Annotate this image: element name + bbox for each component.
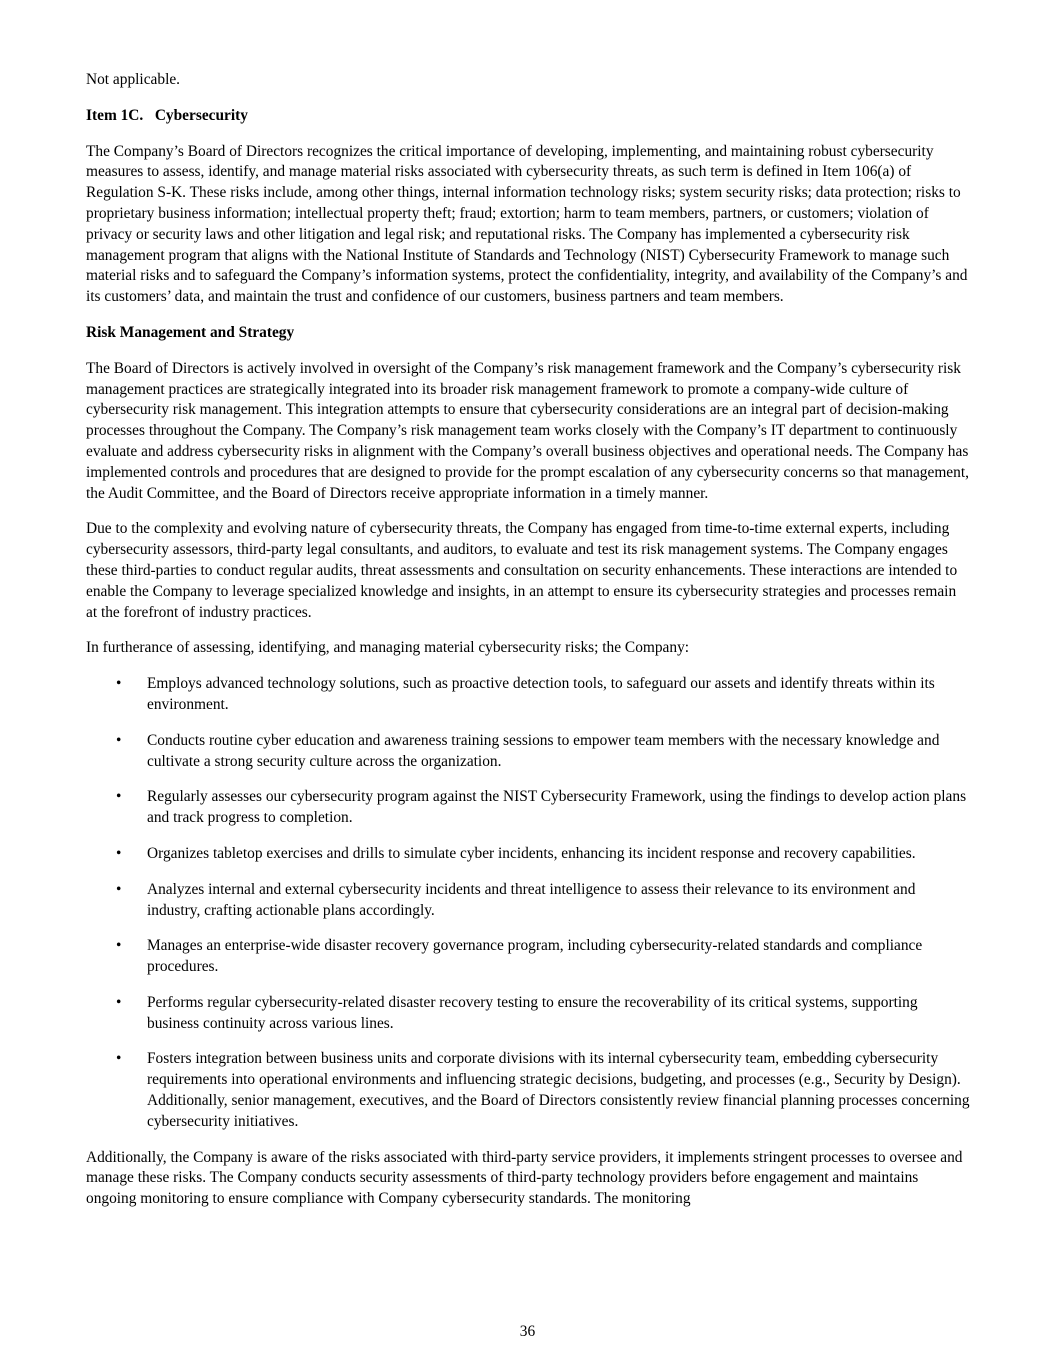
- page-number: 36: [519, 1323, 536, 1340]
- list-item: [86, 731, 971, 773]
- list-item: [86, 674, 971, 716]
- paragraph-third-party: Additionally, the Company is aware of the risks associated with third-party service providers, it implements stringent processes to oversee and manage these risks. The Company conducts security assessments of third-party technology providers before engagement and maintains ongoing monitoring to ensure compliance with Company cybersecurity standards. The monitoring: [86, 1148, 963, 1208]
- list-item-text: Organizes tabletop exercises and drills to simulate cyber incidents, enhancing its incident response and recovery capabilities.: [147, 844, 916, 862]
- item-heading: Item 1C. Cybersecurity: [86, 106, 248, 124]
- list-item-text: Analyzes internal and external cybersecurity incidents and threat intelligence to assess their relevance to its environment and industry, crafting actionable plans accordingly.: [147, 880, 916, 919]
- intro-text: Not applicable.: [86, 71, 181, 88]
- bullet-list: [86, 674, 971, 1133]
- bullet-icon: •: [116, 1050, 122, 1068]
- list-item: [86, 787, 971, 829]
- risk-management-heading: Risk Management and Strategy: [86, 323, 295, 341]
- paragraph-external-experts: Due to the complexity and evolving nature of cybersecurity threats, the Company has engaged from time-to-time external experts, including cybersecurity assessors, third-party legal consultants, and auditors, to evaluate and test its risk management systems. The Company engages these third-parties to conduct regular audits, threat assessments and consultation on security enhancements. These interactions are intended to enable the Company to leverage specialized knowledge and insights, in an attempt to ensure its cybersecurity strategies and processes remain at the forefront of industry practices.: [86, 520, 958, 621]
- list-item: [86, 993, 971, 1035]
- list-item-text: Fosters integration between business units and corporate divisions with its internal cybersecurity team, embedding cybersecurity requirements into operational environments and influencing strategic decisions, budgeting, and processes (e.g., Security by Design). Additionally, senior management, executives, and the Board of Directors consistently review financial planning processes concerning cybersecurity initiatives.: [147, 1050, 970, 1130]
- list-item-text: Performs regular cybersecurity-related disaster recovery testing to ensure the recoverability of its critical systems, supporting business continuity across various lines.: [147, 993, 918, 1032]
- list-item: [86, 1049, 971, 1132]
- paragraph-list-intro: In furtherance of assessing, identifying, and managing material cybersecurity risks; the Company:: [86, 639, 690, 657]
- list-item-text: Manages an enterprise-wide disaster recovery governance program, including cybersecurity-related standards and compliance procedures.: [147, 937, 923, 976]
- document-page: [86, 70, 971, 1225]
- list-item-text: Conducts routine cyber education and awareness training sessions to empower team members with the necessary knowledge and cultivate a strong security culture across the organization.: [147, 731, 940, 770]
- list-item: [86, 936, 971, 978]
- paragraph-board-overview: The Company’s Board of Directors recognizes the critical importance of developing, implementing, and maintaining robust cybersecurity measures to assess, identify, and manage material risks associated with cybersecurity threats, as such term is defined in Item 106(a) of Regulation S-K. These risks include, among other things, internal information technology risks; system security risks; data protection; risks to proprietary business information; intellectual property theft; fraud; extortion; harm to team members, partners, or customers; violation of privacy or security laws and other litigation and legal risk; and reputational risks. The Company has implemented a cybersecurity risk management program that aligns with the National Institute of Standards and Technology (NIST) Cybersecurity Framework to manage such material risks and to safeguard the Company’s information systems, protect the confidentiality, integrity, and availability of the Company’s and its customers’ data, and maintain the trust and confidence of our customers, business partners and team members.: [86, 142, 968, 306]
- bullet-icon: •: [116, 993, 122, 1011]
- bullet-icon: •: [116, 731, 122, 749]
- bullet-icon: •: [116, 937, 122, 955]
- list-item-text: Regularly assesses our cybersecurity program against the NIST Cybersecurity Framework, using the findings to develop action plans and track progress to completion.: [147, 788, 967, 827]
- list-item: [86, 880, 971, 922]
- list-item-text: Employs advanced technology solutions, such as proactive detection tools, to safeguard our assets and identify threats within its environment.: [147, 675, 935, 713]
- list-item: [86, 844, 971, 865]
- bullet-icon: •: [116, 844, 122, 862]
- bullet-icon: •: [116, 675, 122, 693]
- bullet-icon: •: [116, 788, 122, 806]
- paragraph-risk-framework: The Board of Directors is actively involved in oversight of the Company’s risk management framework and the Company’s cybersecurity risk management practices are strategically integrated into its broader risk management framework to promote a company-wide culture of cybersecurity risk management. This integration attempts to ensure that cybersecurity considerations are an integral part of decision-making processes throughout the Company. The Company’s risk management team works closely with the Company’s IT department to continuously evaluate and address cybersecurity risks in alignment with the Company’s overall business objectives and operational needs. The Company has implemented controls and procedures that are designed to provide for the prompt escalation of any cybersecurity concerns so that management, the Audit Committee, and the Board of Directors receive appropriate information in a timely manner.: [86, 359, 969, 502]
- bullet-icon: •: [116, 880, 122, 898]
